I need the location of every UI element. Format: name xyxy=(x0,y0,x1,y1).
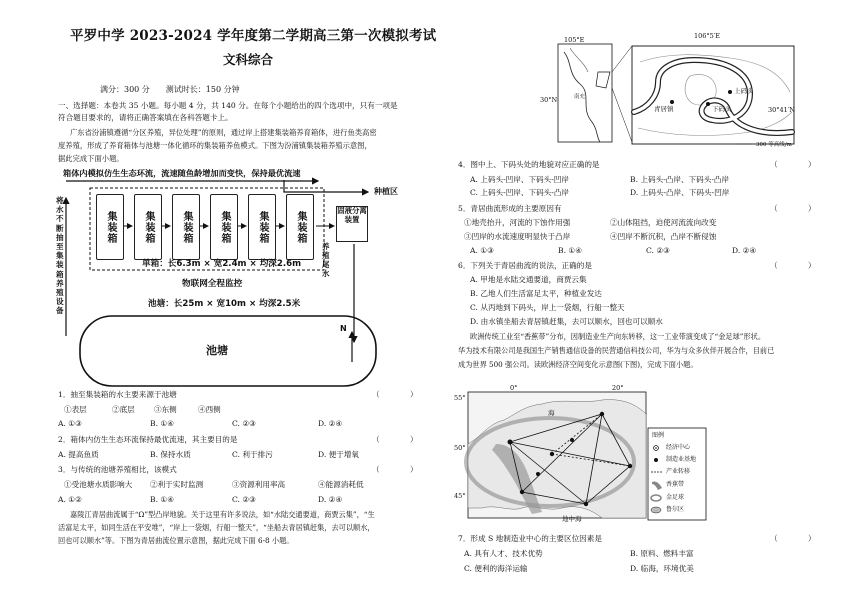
lon-105: 105°E xyxy=(564,36,585,44)
city-nanchong: 南充 xyxy=(574,94,586,100)
q3-opt-1[interactable]: ①受池塘水质影响大 xyxy=(64,480,133,489)
passage2-line2: 活富足太平，如同生活在平安堆”，“岸上一袋烟，行船一整天”，“坐船去青居镇赶集，去可以顺水， xyxy=(58,523,375,532)
q7-choice-b[interactable]: B. 原料、燃料丰富 xyxy=(630,549,694,558)
q2-choice-b[interactable]: B. 保持水质 xyxy=(150,450,191,459)
q3-choice-b[interactable]: B. ①④ xyxy=(150,495,175,504)
q1-opt-1[interactable]: ①表层 xyxy=(64,405,87,414)
container-1: 集装箱 xyxy=(96,194,124,260)
exam-title: 平罗中学 2023-2024 学年度第二学期高三第一次模拟考试 xyxy=(70,28,437,44)
instructions-line2: 符合题目要求的，请将正确答案填在各科答题卡上。 xyxy=(58,113,233,122)
planting-area-label: 种植区 xyxy=(374,187,398,196)
q1-choice-b[interactable]: B. ①④ xyxy=(150,419,175,428)
q3-paren: （ ） xyxy=(372,465,418,474)
town-qingju: 青居镇 xyxy=(654,105,674,113)
lower-dock: 下码头 xyxy=(712,105,732,113)
q6-choice-c[interactable]: C. 从丙地到下码头，岸上一袋烟，行船一整天 xyxy=(470,303,625,312)
q6-stem: 6．下列关于青居曲流的说法，正确的是 xyxy=(458,261,592,270)
q5-choice-d[interactable]: D. ②④ xyxy=(732,246,757,255)
passage3-line1: 欧洲传统工业至“香蕉带”分布，因制造业生产向东转移，这一工业带演变成了“金足球”形状。 xyxy=(470,332,766,341)
container-4: 集装箱 xyxy=(210,194,238,260)
legend-industry-shift: 产业转移 xyxy=(666,468,691,475)
q1-choice-c[interactable]: C. ②③ xyxy=(232,419,256,428)
q3-choice-a[interactable]: A. ①② xyxy=(58,495,82,504)
lon-0: 0° xyxy=(510,384,518,392)
q5-paren: （ ） xyxy=(770,204,816,213)
legend-ruhr: 鲁尔区 xyxy=(666,506,685,513)
legend-banana-belt: 香蕉带 xyxy=(666,481,685,488)
q1-opt-2[interactable]: ②底层 xyxy=(112,405,135,414)
pond-dimensions: 池塘：长25m × 宽10m × 均深2.5米 xyxy=(148,299,301,309)
passage1-line3: 据此完成下面小题。 xyxy=(58,154,124,163)
container-6: 集装箱 xyxy=(286,194,314,260)
q5-choice-c[interactable]: C. ②③ xyxy=(646,246,670,255)
box-dimensions: 单箱：长6.3m × 宽2.4m × 均深2.6m xyxy=(142,259,302,269)
lon-20: 20° xyxy=(612,384,624,392)
q6-paren: （ ） xyxy=(770,261,816,270)
q7-paren: （ ） xyxy=(770,534,816,543)
upper-dock: 上码头 xyxy=(734,87,754,95)
q5-opt-2[interactable]: ②山体阻挡，迫使河流流向改变 xyxy=(610,218,717,227)
q6-choice-d[interactable]: D. 由水镇坐船去青居镇赶集，去可以顺水，回也可以顺水 xyxy=(470,317,663,326)
q2-choice-d[interactable]: D. 便于增氧 xyxy=(318,450,360,459)
meander-map xyxy=(540,32,808,152)
passage3-line2: 华为技术有限公司是我国生产销售通信设备的民营通信科技公司，华为与众多伙伴开展合作，目前已 xyxy=(458,346,775,355)
lat-55: 55° xyxy=(454,394,466,402)
mediterranean-label: 地中海 xyxy=(562,515,582,523)
q4-choice-b[interactable]: B. 上码头-凸岸、下码头-凸岸 xyxy=(630,175,730,184)
q4-choice-d[interactable]: D. 上码头-凸岸、下码头-凹岸 xyxy=(630,188,730,197)
passage2-line1: 嘉陵江青居曲流属于“Ω”型凸岸地貌。关于这里有许多说法，如“水陆交通要道，商贾云集”，“生 xyxy=(70,510,375,519)
passage1-line2: 度养殖，形成了养育箱体与池塘一体化循环的集装箱养鱼模式。下图为汾浦镇集装箱养殖示意图， xyxy=(58,141,372,150)
container-5: 集装箱 xyxy=(248,194,276,260)
passage3-line3: 成为世界 500 强公司。读欧洲经济空间变化示意图(下图)，完成下面小题。 xyxy=(458,360,698,369)
q3-opt-4[interactable]: ④能源消耗低 xyxy=(318,480,364,489)
lat-30-41: 30°41′N xyxy=(768,106,795,114)
q3-choice-d[interactable]: D. ②④ xyxy=(318,495,343,504)
europe-map xyxy=(452,384,712,526)
separator-unit: 固液分离装置 xyxy=(336,206,368,242)
q3-opt-2[interactable]: ②利于实时监测 xyxy=(150,480,204,489)
q2-paren: （ ） xyxy=(372,435,418,444)
q7-choice-c[interactable]: C. 便利的海洋运输 xyxy=(464,564,528,573)
q3-stem: 3．与传统的池塘养殖相比，该模式 xyxy=(58,465,177,474)
passage2-line3: 回也可以顺水”等。下图为青居曲流位置示意图，据此完成下面 6-8 小题。 xyxy=(58,536,294,545)
q6-choice-b[interactable]: B. 乙地人们生活富足太平，种植业发达 xyxy=(470,289,602,298)
legend-title: 图例 xyxy=(652,432,665,439)
q4-paren: （ ） xyxy=(770,160,816,169)
lat-50: 50° xyxy=(454,444,466,452)
q7-stem: 7．形成 S 地制造业中心的主要区位因素是 xyxy=(458,534,602,543)
north-label: N xyxy=(340,324,347,333)
q1-choice-a[interactable]: A. ①③ xyxy=(58,419,82,428)
diagram-banner: 箱体内模拟仿生生态环流，流速随鱼龄增加而变快，保持最优流速 xyxy=(63,168,301,178)
q3-choice-c[interactable]: C. ②③ xyxy=(232,495,256,504)
pond-label: 池塘 xyxy=(206,344,228,357)
q4-choice-c[interactable]: C. 上码头-凹岸、下码头-凸岸 xyxy=(470,188,570,197)
tail-water-label: 养殖尾水 xyxy=(322,242,330,278)
q2-choice-c[interactable]: C. 利于排污 xyxy=(232,450,273,459)
q2-stem: 2．箱体内仿生生态环流保持最优流速，其主要目的是 xyxy=(58,435,238,444)
q6-choice-a[interactable]: A. 甲地是水陆交通要道，商贾云集 xyxy=(470,275,587,284)
q5-opt-3[interactable]: ③凹岸的水流速度明显快于凸岸 xyxy=(464,232,571,241)
container-2: 集装箱 xyxy=(134,194,162,260)
q1-opt-4[interactable]: ④西侧 xyxy=(198,405,221,414)
q2-choice-a[interactable]: A. 提高鱼质 xyxy=(58,450,99,459)
q5-opt-1[interactable]: ①地壳抬升，河流的下蚀作用强 xyxy=(464,218,571,227)
lat-30: 30°N xyxy=(540,96,558,104)
europe-map-graphic xyxy=(452,384,712,526)
pump-side-label: 将水不断抽至集装箱养殖设备 xyxy=(56,196,64,316)
q1-paren: （ ） xyxy=(372,390,418,399)
q5-choice-b[interactable]: B. ①④ xyxy=(558,246,583,255)
q5-choice-a[interactable]: A. ①③ xyxy=(470,246,494,255)
q7-choice-d[interactable]: D. 临海，环境优美 xyxy=(630,564,694,573)
lat-45: 45° xyxy=(454,492,466,500)
q1-stem: 1．抽至集装箱的水主要来源于池塘 xyxy=(58,390,177,399)
contour-scale: 300 等高线/m xyxy=(756,142,792,148)
q4-stem: 4．图中上、下码头处的地貌对应正确的是 xyxy=(458,160,600,169)
q1-opt-3[interactable]: ③东侧 xyxy=(154,405,177,414)
q5-stem: 5．青居曲流形成的主要原因有 xyxy=(458,204,562,213)
passage1-line1: 广东省汾浦镇遵循“分区养殖，异位处理”的原则，通过岸上搭建集装箱养育箱体，进行鱼类高密 xyxy=(70,128,377,137)
aquaculture-diagram xyxy=(58,166,422,390)
q7-choice-a[interactable]: A. 具有人才、技术优势 xyxy=(464,549,543,558)
container-3: 集装箱 xyxy=(172,194,200,260)
lon-106: 106°5′E xyxy=(694,32,721,40)
q4-choice-a[interactable]: A. 上码头-凹岸、下码头-凹岸 xyxy=(470,175,569,184)
q1-choice-d[interactable]: D. ②④ xyxy=(318,419,343,428)
iot-label: 物联网全程监控 xyxy=(182,279,243,289)
instructions-line1: 一、选择题：本卷共 35 小题。每小题 4 分，共 140 分。在每个小题给出的四个选项中，只有一项是 xyxy=(58,101,398,110)
legend-golden-football: 金足球 xyxy=(666,494,685,501)
legend-mfg-base: 制造业基地 xyxy=(666,456,697,463)
sea-label: 海 xyxy=(548,409,555,417)
q3-opt-3[interactable]: ③资源利用率高 xyxy=(232,480,286,489)
exam-meta: 满分：300 分 测试时长：150 分钟 xyxy=(100,85,240,94)
legend-econ-center: 经济中心 xyxy=(666,444,691,451)
q5-opt-4[interactable]: ④凹岸不断沉积，凸岸不断侵蚀 xyxy=(610,232,717,241)
subject-title: 文科综合 xyxy=(223,52,274,67)
